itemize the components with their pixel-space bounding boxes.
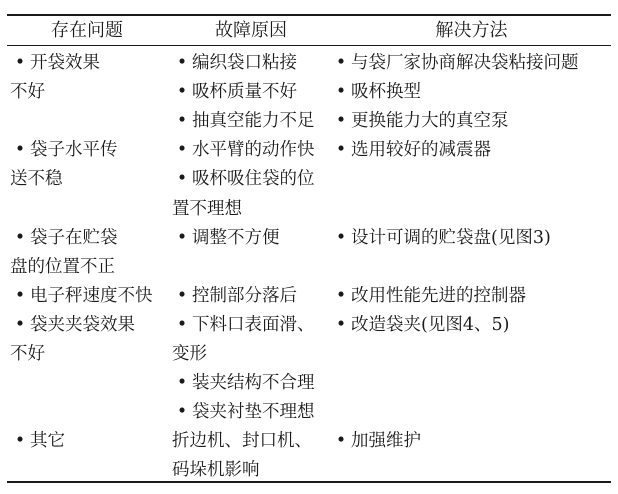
cell-problem	[10, 222, 118, 255]
cell-text: 置不理想	[172, 198, 242, 219]
cell-cause	[172, 396, 315, 429]
bullet-marker: •	[176, 402, 188, 423]
bullet-marker: •	[14, 53, 26, 73]
cell-solution	[331, 47, 579, 80]
cell-text: 选用较好的减震器	[351, 140, 491, 161]
cell-text: 送不稳	[10, 169, 63, 190]
bullet-marker: •	[176, 140, 188, 161]
cell-problem	[10, 47, 100, 80]
cell-problem	[10, 309, 135, 342]
bullet-marker: •	[335, 285, 347, 306]
cell-cause	[172, 193, 242, 226]
bullet-marker: •	[335, 53, 347, 73]
cell-cause	[172, 134, 315, 167]
cell-cause	[172, 338, 207, 371]
cell-problem	[10, 280, 153, 313]
cell-cause	[172, 163, 315, 196]
cell-problem	[10, 425, 65, 458]
cell-solution	[331, 105, 509, 138]
cell-text: 电子秤速度不快	[30, 285, 153, 306]
cell-text: 吸杯质量不好	[192, 82, 297, 103]
bullet-marker: •	[176, 373, 188, 394]
cell-text: 袋子在贮袋	[30, 227, 118, 248]
bullet-marker: •	[335, 227, 347, 248]
cell-cause	[172, 76, 297, 109]
cell-problem	[10, 134, 118, 167]
cell-text: 吸杯吸住袋的位	[192, 169, 315, 190]
cell-text: 下料口表面滑、	[192, 314, 315, 335]
bullet-marker: •	[335, 111, 347, 132]
cell-text: 装夹结构不合理	[192, 373, 315, 394]
cell-text: 码垛机影响	[172, 460, 260, 481]
cell-text: 设计可调的贮袋盘(见图3)	[351, 227, 551, 248]
cell-solution	[331, 425, 421, 458]
cell-text: 调整不方便	[192, 227, 280, 248]
cell-text: 盘的位置不正	[10, 256, 115, 277]
cell-solution	[331, 309, 509, 342]
cell-text: 抽真空能力不足	[192, 111, 315, 132]
bullet-marker: •	[176, 82, 188, 103]
bullet-marker: •	[14, 285, 26, 306]
bullet-marker: •	[14, 314, 26, 335]
cell-cause	[172, 309, 315, 342]
table-header-rule	[7, 45, 611, 46]
table-bottom-rule	[7, 481, 611, 483]
cell-text: 吸杯换型	[351, 82, 421, 103]
cell-text: 与袋厂家协商解决袋粘接问题	[351, 53, 579, 73]
bullet-marker: •	[335, 314, 347, 335]
cell-text: 其它	[30, 431, 65, 452]
cell-text: 袋夹衬垫不理想	[192, 402, 315, 423]
cell-text: 袋子水平传	[30, 140, 118, 161]
bullet-marker: •	[14, 140, 26, 161]
cell-text: 袋夹夹袋效果	[30, 314, 135, 335]
bullet-marker: •	[14, 431, 26, 452]
bullet-marker: •	[176, 285, 188, 306]
bullet-marker: •	[176, 227, 188, 248]
cell-cause	[172, 105, 315, 138]
cell-text: 加强维护	[351, 431, 421, 452]
cell-text: 改用性能先进的控制器	[351, 285, 526, 306]
bullet-marker: •	[176, 314, 188, 335]
cell-text: 折边机、封口机、	[172, 431, 312, 452]
bullet-marker: •	[14, 227, 26, 248]
cell-text: 改造袋夹(见图4、5)	[351, 314, 510, 335]
bullet-marker: •	[335, 82, 347, 103]
header-solution: 解决方法	[435, 20, 508, 41]
cell-solution	[331, 222, 551, 255]
cell-cause	[172, 47, 297, 80]
cell-text: 控制部分落后	[192, 285, 297, 306]
bullet-marker: •	[176, 169, 188, 190]
cell-text: 不好	[10, 344, 45, 364]
cell-text: 水平臂的动作快	[192, 140, 315, 161]
cell-cause	[172, 367, 315, 400]
cell-solution	[331, 134, 491, 167]
cell-solution	[331, 76, 421, 109]
cell-text: 编织袋口粘接	[192, 53, 297, 73]
header-cause: 故障原因	[215, 20, 287, 41]
cell-solution	[331, 280, 526, 313]
cell-text: 不好	[10, 82, 45, 103]
cell-problem	[10, 163, 63, 196]
cell-problem	[10, 338, 45, 371]
bullet-marker: •	[176, 111, 188, 132]
bullet-marker: •	[335, 140, 347, 161]
cell-problem	[10, 76, 45, 109]
cell-cause	[172, 425, 312, 458]
header-problem: 存在问题	[51, 20, 123, 41]
cell-text: 变形	[172, 344, 207, 364]
cell-text: 更换能力大的真空泵	[351, 111, 509, 132]
cell-problem	[10, 251, 115, 284]
bullet-marker: •	[335, 431, 347, 452]
bullet-marker: •	[176, 53, 188, 73]
cell-cause	[172, 222, 280, 255]
cell-cause	[172, 280, 297, 313]
cell-text: 开袋效果	[30, 53, 100, 73]
